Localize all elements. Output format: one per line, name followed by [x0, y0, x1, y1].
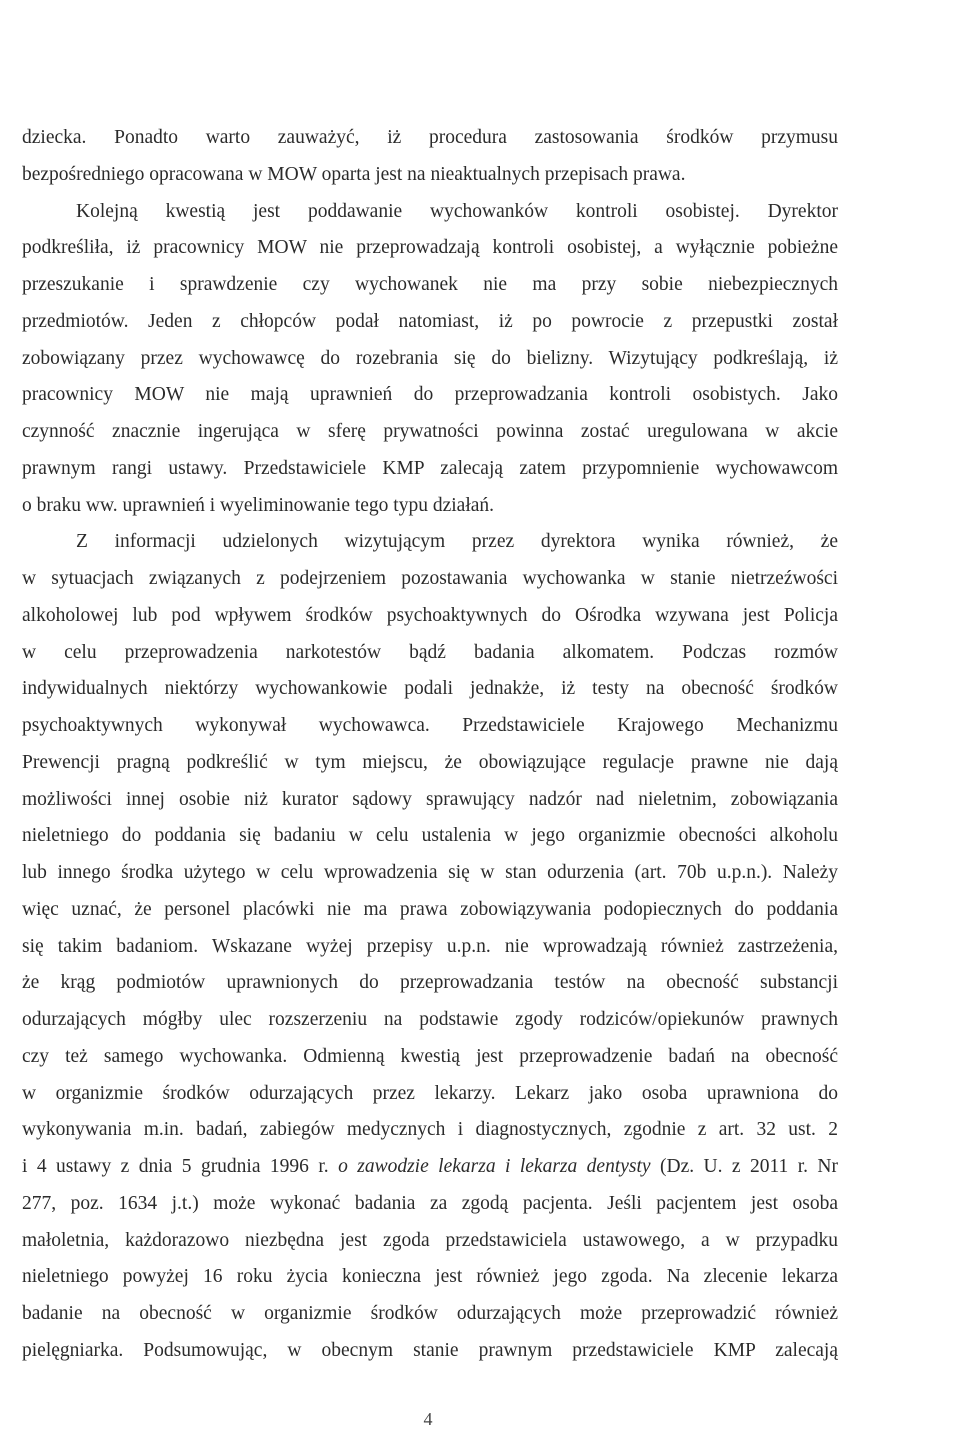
text-line: dziecka. Ponadto warto zauważyć, iż procedura zastosowania środków przymusu	[22, 127, 838, 148]
text-line: Prewencji pragną podkreślić w tym miejscu, że obowiązujące regulacje prawne nie dają	[22, 751, 838, 773]
text-line-with-title	[22, 1149, 838, 1186]
text-segment: i 4 ustawy z dnia 5 grudnia 1996 r.	[22, 1156, 339, 1177]
text-line: indywidualnych niektórzy wychowankowie podali jednakże, iż testy na obecność środków	[22, 678, 838, 700]
text-line: że krąg podmiotów uprawnionych do przeprowadzania testów na obecność substancji	[22, 972, 838, 994]
text-line: prawnym rangi ustawy. Przedstawiciele KMP zalecają zatem przypomnienie wychowawcom	[22, 457, 838, 479]
text-line: się takim badaniom. Wskazane wyżej przepisy u.p.n. nie wprowadzają również zastrzeżenia,	[22, 935, 838, 957]
text-line: podkreśliła, iż pracownicy MOW nie przeprowadzają kontroli osobistej, a wyłącznie pobieżne	[22, 237, 838, 259]
text-line: czynność znacznie ingerująca w sferę prywatności powinna zostać uregulowana w akcie	[22, 421, 838, 442]
text-line: zobowiązany przez wychowawcę do rozebrania się do bielizny. Wizytujący podkreślają, iż	[22, 347, 838, 369]
text-line: pracownicy MOW nie mają uprawnień do przeprowadzania kontroli osobistych. Jako	[22, 384, 838, 406]
text-line: alkoholowej lub pod wpływem środków psychoaktywnych do Ośrodka wzywana jest Policja	[22, 604, 838, 626]
text-line: bezpośredniego opracowana w MOW oparta jest na nieaktualnych przepisach prawa.	[22, 163, 686, 185]
text-segment: (Dz. U. z 2011 r. Nr	[650, 1156, 838, 1177]
text-line: odurzających mógłby ulec rozszerzeniu na podstawie zgody rodziców/opiekunów prawnych	[22, 1009, 838, 1030]
text-line: przeszukanie i sprawdzenie czy wychowanek nie ma przy sobie niebezpiecznych	[22, 274, 838, 295]
text-line: Kolejną kwestią jest poddawanie wychowanków kontroli osobistej. Dyrektor	[76, 200, 838, 222]
text-line: o braku ww. uprawnień i wyeliminowanie tego typu działań.	[22, 494, 495, 516]
text-line: wykonywania m.in. badań, zabiegów medycznych i diagnostycznych, zgodnie z art. 32 ust. 2	[22, 1119, 838, 1141]
text-line: nieletniego powyżej 16 roku życia konieczna jest również jego zgoda. Na zlecenie lekarza	[22, 1266, 838, 1288]
text-line: pielęgniarka. Podsumowując, w obecnym stanie prawnym przedstawiciele KMP zalecają	[22, 1339, 838, 1361]
text-line: w celu przeprowadzenia narkotestów bądź badania alkomatem. Podczas rozmów	[22, 641, 838, 663]
page-number: 4	[423, 1409, 433, 1429]
act-title: o zawodzie lekarza i lekarza dentysty	[338, 1156, 651, 1177]
text-line: czy też samego wychowanka. Odmienną kwestią jest przeprowadzenie badań na obecność	[22, 1045, 838, 1067]
text-line: Z informacji udzielonych wizytującym przez dyrektora wynika również, że	[76, 531, 838, 553]
text-line: lub innego środka użytego w celu wprowadzenia się w stan odurzenia (art. 70b u.p.n.). Należy	[22, 862, 838, 883]
text-line: badanie na obecność w organizmie środków odurzających może przeprowadzić również	[22, 1303, 838, 1324]
text-line: przedmiotów. Jeden z chłopców podał natomiast, iż po powrocie z przepustki został	[22, 310, 838, 332]
text-line: w sytuacjach związanych z podejrzeniem pozostawania wychowanka w stanie nietrzeźwości	[22, 568, 838, 589]
text-line: w organizmie środków odurzających przez lekarzy. Lekarz jako osoba uprawniona do	[22, 1082, 838, 1104]
text-line: małoletnia, każdorazowo niezbędna jest zgoda przedstawiciela ustawowego, a w przypadku	[22, 1229, 838, 1251]
text-line: 277, poz. 1634 j.t.) może wykonać badania za zgodą pacjenta. Jeśli pacjentem jest osoba	[22, 1192, 838, 1214]
text-line: nieletniego do poddania się badaniu w celu ustalenia w jego organizmie obecności alkoholu	[22, 825, 838, 847]
text-line: psychoaktywnych wykonywał wychowawca. Przedstawiciele Krajowego Mechanizmu	[22, 715, 838, 736]
text-line: więc uznać, że personel placówki nie ma prawa zobowiązywania podopiecznych do poddania	[22, 898, 838, 920]
body-text	[22, 120, 838, 1370]
text-line: możliwości innej osobie niż kurator sądowy sprawujący nadzór nad nieletnim, zobowiązania	[22, 788, 838, 810]
